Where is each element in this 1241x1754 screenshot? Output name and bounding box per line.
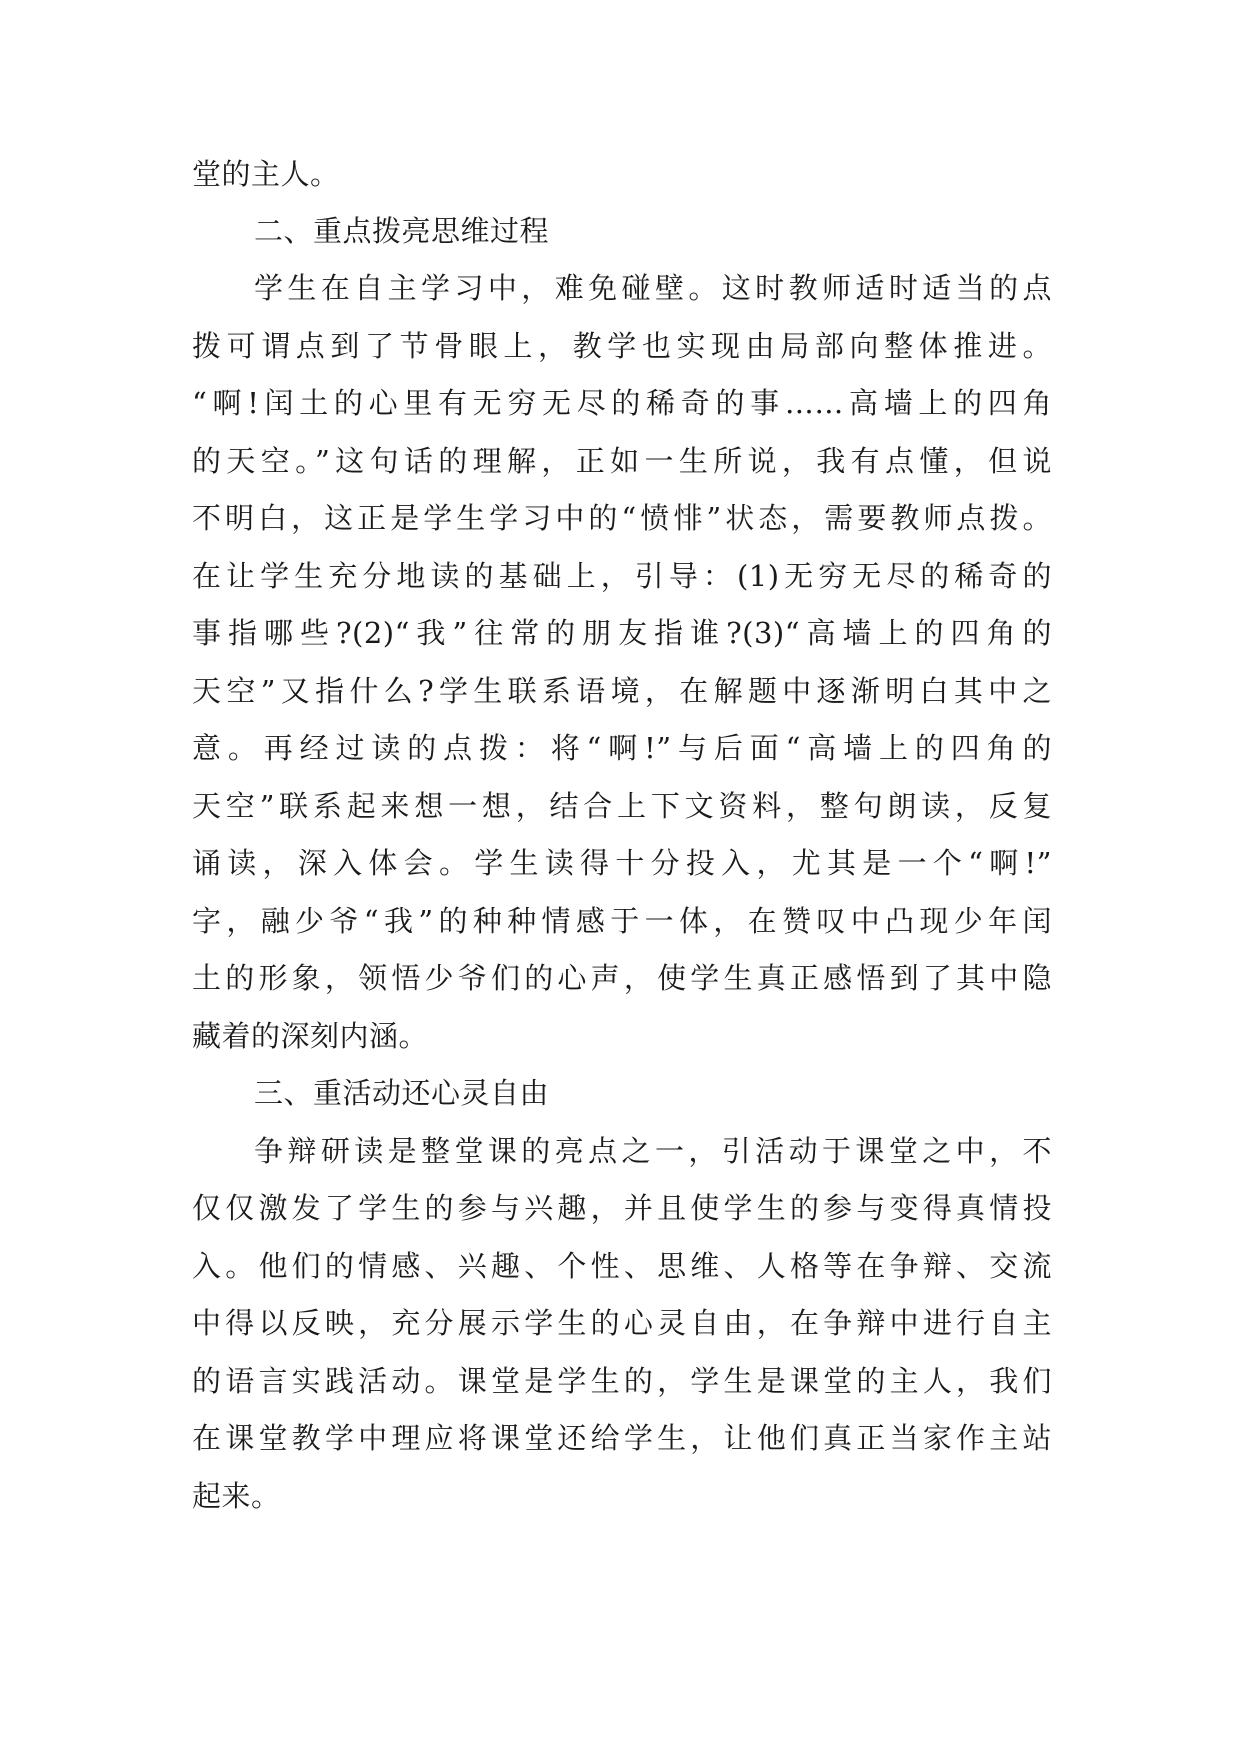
- paragraph-line: 藏着的深刻内涵。: [192, 1019, 429, 1053]
- paragraph-line: 起来。: [192, 1479, 281, 1513]
- paragraph-line: 入。他们的情感、兴趣、个性、思维、人格等在争辩、交流: [192, 1249, 1052, 1283]
- paragraph-line: 在让学生充分地读的基础上，引导：(1)无穷无尽的稀奇的: [192, 559, 1052, 593]
- section-heading-3: 三、重活动还心灵自由: [254, 1076, 550, 1110]
- paragraph-continuation: 堂的主人。: [192, 157, 340, 191]
- paragraph-line: 学生在自主学习中，难免碰壁。这时教师适时适当的点: [254, 271, 1052, 305]
- paragraph-line: 的天空。”这句话的理解，正如一生所说，我有点懂，但说: [192, 444, 1052, 478]
- paragraph-line: 土的形象，领悟少爷们的心声，使学生真正感悟到了其中隐: [192, 961, 1052, 995]
- paragraph-line: “啊!闰土的心里有无穷无尽的稀奇的事……高墙上的四角: [192, 386, 1052, 420]
- paragraph-line: 中得以反映，充分展示学生的心灵自由，在争辩中进行自主: [192, 1306, 1052, 1340]
- paragraph-line: 拨可谓点到了节骨眼上，教学也实现由局部向整体推进。: [192, 329, 1052, 363]
- paragraph-line: 在课堂教学中理应将课堂还给学生，让他们真正当家作主站: [192, 1421, 1052, 1455]
- paragraph-line: 字，融少爷“我”的种种情感于一体，在赞叹中凸现少年闰: [192, 904, 1052, 938]
- paragraph-line: 不明白，这正是学生学习中的“愤悱”状态，需要教师点拨。: [192, 501, 1052, 535]
- paragraph-line: 诵读，深入体会。学生读得十分投入，尤其是一个“啊!”: [192, 846, 1052, 880]
- paragraph-line: 天空”又指什么?学生联系语境，在解题中逐渐明白其中之: [192, 674, 1052, 708]
- paragraph-line: 的语言实践活动。课堂是学生的，学生是课堂的主人，我们: [192, 1364, 1052, 1398]
- paragraph-line: 意。再经过读的点拨：将“啊!”与后面“高墙上的四角的: [192, 731, 1052, 765]
- paragraph-line: 事指哪些?(2)“我”往常的朋友指谁?(3)“高墙上的四角的: [192, 616, 1052, 650]
- paragraph-line: 仅仅激发了学生的参与兴趣，并且使学生的参与变得真情投: [192, 1191, 1052, 1225]
- section-heading-2: 二、重点拨亮思维过程: [254, 214, 550, 248]
- paragraph-line: 天空”联系起来想一想，结合上下文资料，整句朗读，反复: [192, 789, 1052, 823]
- paragraph-line: 争辩研读是整堂课的亮点之一，引活动于课堂之中，不: [254, 1134, 1052, 1168]
